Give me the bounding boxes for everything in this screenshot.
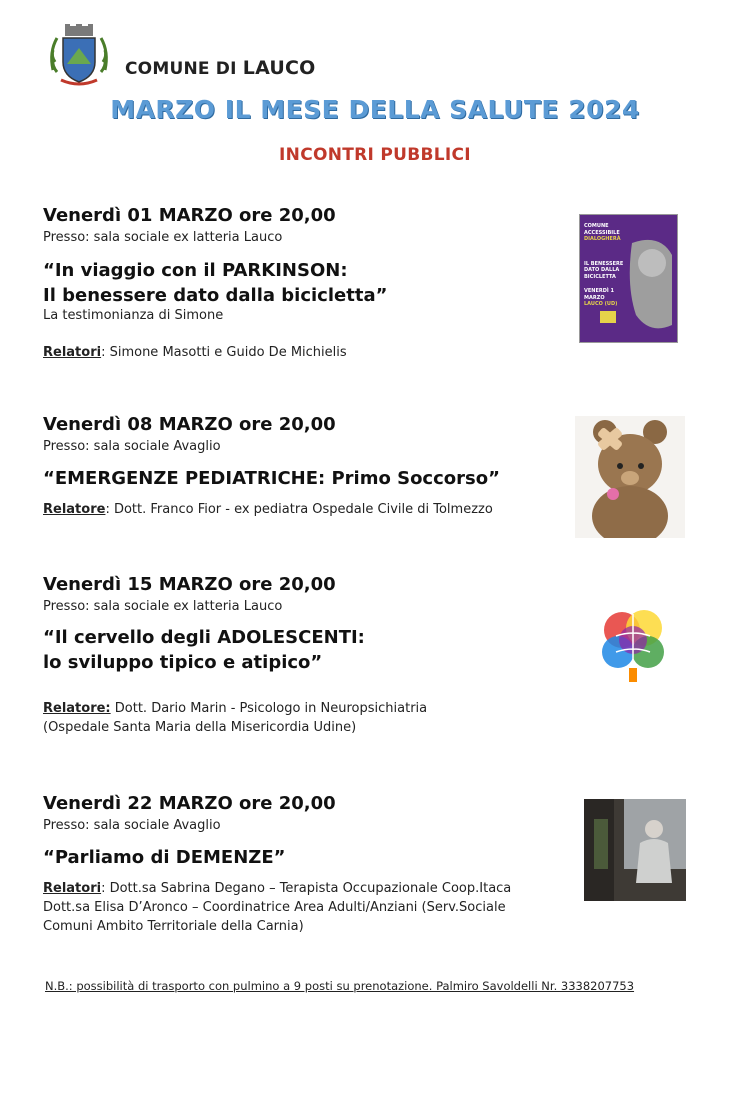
municipality-crest-icon bbox=[47, 22, 111, 88]
event-4-venue: Presso: sala sociale Avaglio bbox=[43, 818, 221, 833]
comune-name: LAUCO bbox=[242, 57, 316, 79]
event-2-title: “EMERGENZE PEDIATRICHE: Primo Soccorso” bbox=[43, 468, 500, 489]
event-1-speakers-text: : Simone Masotti e Guido De Michielis bbox=[101, 345, 347, 360]
event-1-speakers-label: Relatori bbox=[43, 345, 102, 360]
elderly-person-photo bbox=[584, 799, 686, 901]
comune-prefix: COMUNE DI bbox=[125, 59, 237, 79]
event-2-venue: Presso: sala sociale Avaglio bbox=[43, 439, 221, 454]
event-1-title bbox=[43, 258, 387, 308]
event-2-speakers-text: : Dott. Franco Fior - ex pediatra Ospedale Civile di Tolmezzo bbox=[105, 502, 493, 517]
event-4-speakers bbox=[43, 879, 511, 936]
poster-line-1: COMUNE ACCESSIBILE bbox=[584, 223, 620, 236]
event-3-speakers bbox=[43, 699, 427, 737]
poster-line-2: DIALOGHERÀ bbox=[584, 236, 621, 242]
event-4-speakers-label: Relatori bbox=[43, 881, 102, 896]
teddy-bear-image bbox=[575, 416, 685, 538]
event-1-date: Venerdì 01 MARZO ore 20,00 bbox=[43, 205, 336, 226]
event-4-speakers-line2: Dott.sa Elisa D’Aronco – Coordinatrice Area Adulti/Anziani (Serv.Sociale bbox=[43, 900, 506, 915]
event-3-speakers-label: Relatore: bbox=[43, 701, 111, 716]
event-3-title-line2: lo sviluppo tipico e atipico” bbox=[43, 652, 323, 673]
poster-text bbox=[584, 223, 636, 308]
event-4-date: Venerdì 22 MARZO ore 20,00 bbox=[43, 793, 336, 814]
municipality-name bbox=[125, 57, 316, 79]
event-4-speakers-text: : Dott.sa Sabrina Degano – Terapista Occupazionale Coop.Itaca bbox=[101, 881, 512, 896]
event-3-title bbox=[43, 625, 365, 675]
event-1-description: La testimonianza di Simone bbox=[43, 308, 224, 323]
event-1-poster-image bbox=[579, 214, 678, 343]
poster-line-4: DATO DALLA BICICLETTA bbox=[584, 267, 620, 280]
footer-note: N.B.: possibilità di trasporto con pulmino a 9 posti su prenotazione. Palmiro Savoldelli Nr. 3338207753 bbox=[45, 979, 635, 993]
event-2-speakers bbox=[43, 500, 493, 519]
poster-line-6: LAUCO (UD) bbox=[584, 301, 618, 307]
event-2-speakers-label: Relatore bbox=[43, 502, 106, 517]
event-2-date: Venerdì 08 MARZO ore 20,00 bbox=[43, 414, 336, 435]
event-3-venue: Presso: sala sociale ex latteria Lauco bbox=[43, 599, 283, 614]
event-3-speakers-text: Dott. Dario Marin - Psicologo in Neuropsichiatria bbox=[110, 701, 428, 716]
event-3-title-line1: “Il cervello degli ADOLESCENTI: bbox=[43, 627, 365, 648]
event-3-date: Venerdì 15 MARZO ore 20,00 bbox=[43, 574, 336, 595]
event-1-title-line2: Il benessere dato dalla bicicletta” bbox=[43, 285, 388, 306]
poster-line-5: VENERDÌ 1 MARZO bbox=[584, 288, 614, 301]
event-1-speakers bbox=[43, 343, 347, 362]
event-4-title: “Parliamo di DEMENZE” bbox=[43, 847, 286, 868]
event-3-speakers-line2: (Ospedale Santa Maria della Misericordia Udine) bbox=[43, 720, 357, 735]
event-1-title-line1: “In viaggio con il PARKINSON: bbox=[43, 260, 348, 281]
page-title: MARZO IL MESE DELLA SALUTE 2024 bbox=[110, 95, 640, 124]
poster-line-3: IL BENESSERE bbox=[584, 260, 624, 267]
page-subtitle: INCONTRI PUBBLICI bbox=[279, 145, 471, 165]
event-4-speakers-line3: Comuni Ambito Territoriale della Carnia) bbox=[43, 919, 304, 934]
event-1-venue: Presso: sala sociale ex latteria Lauco bbox=[43, 230, 283, 245]
colorful-brain-icon bbox=[598, 600, 668, 688]
